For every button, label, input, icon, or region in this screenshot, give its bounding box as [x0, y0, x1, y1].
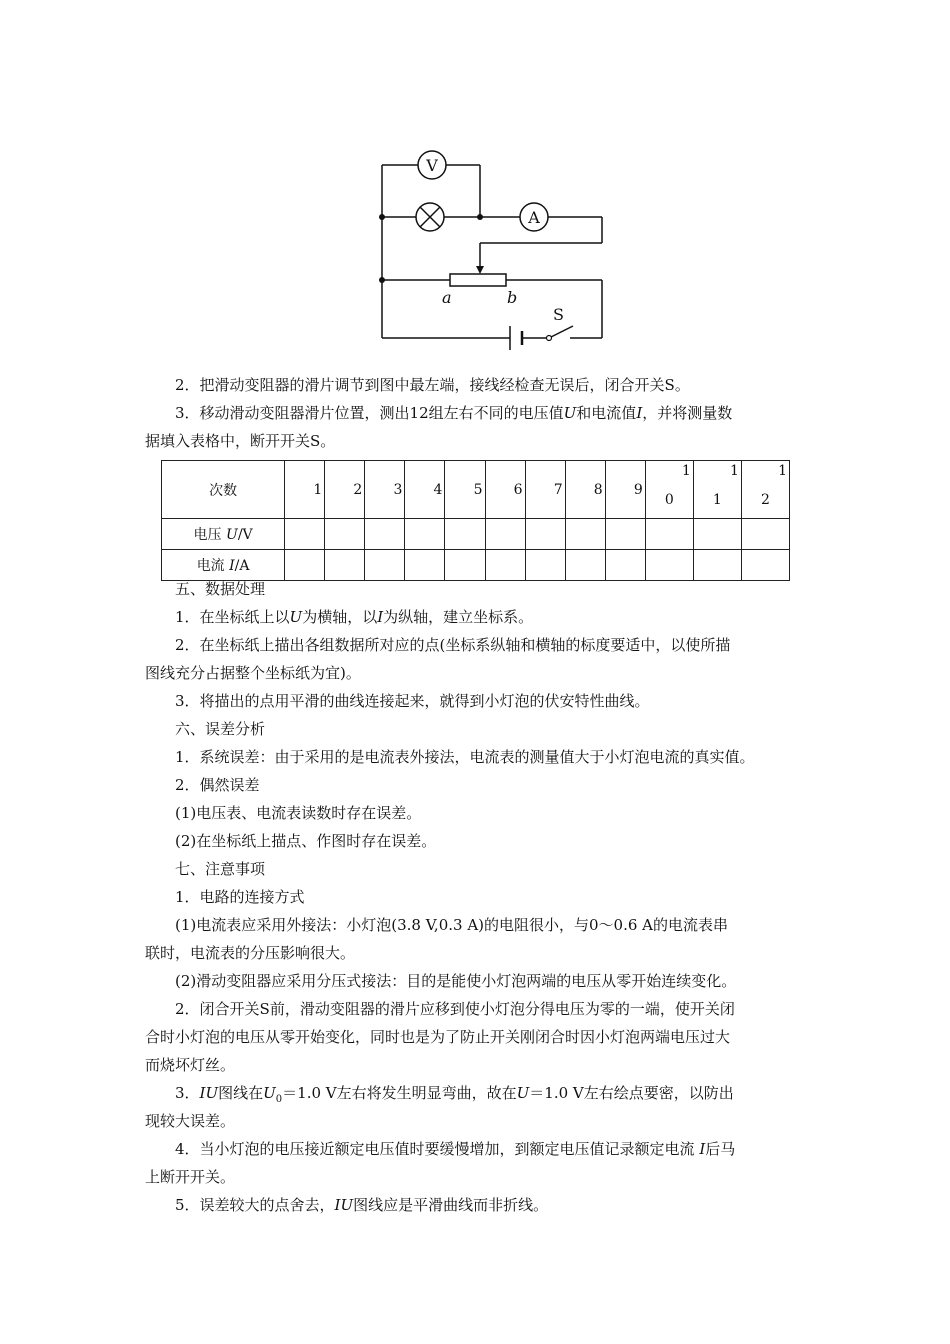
- col-header: 1 0: [645, 461, 693, 519]
- section-5-item-2-line2: 图线充分占据整个坐标纸为宜)。: [145, 664, 361, 682]
- step-2: 2．把滑动变阻器的滑片调节到图中最左端，接线经检查无误后，闭合开关S。: [175, 376, 690, 394]
- voltmeter-symbol: [418, 151, 446, 179]
- section-7-item-5: 5．误差较大的点舍去，IU图线应是平滑曲线而非折线。: [175, 1196, 549, 1214]
- section-7-item-4-line2: 上断开开关。: [145, 1168, 236, 1186]
- col-header: 1 1: [693, 461, 741, 519]
- section-5-item-1: 1．在坐标纸上以U为横轴，以I为纵轴，建立坐标系。: [175, 608, 534, 626]
- circuit-diagram: [370, 140, 620, 355]
- section-7-item-1a-line2: 联时，电流表的分压影响很大。: [145, 944, 356, 962]
- table-header-label: 次数: [162, 461, 285, 519]
- col-header: 2: [325, 461, 365, 519]
- col-header: 6: [485, 461, 525, 519]
- switch-label: S: [553, 305, 564, 324]
- switch-symbol: [547, 305, 574, 341]
- section-7-title: 七、注意事项: [175, 860, 266, 878]
- table-header-row: [162, 461, 790, 519]
- section-6-item-2: 2．偶然误差: [175, 776, 260, 794]
- step-3: 3．移动滑动变阻器滑片位置，测出12组左右不同的电压值U和电流值I，并将测量数: [175, 404, 733, 422]
- voltmeter-label: V: [426, 156, 438, 175]
- section-7-item-2-line2: 合时小灯泡的电压从零开始变化，同时也是为了防止开关刚闭合时因小灯泡两端电压过大: [145, 1028, 731, 1046]
- table-row-current: [162, 550, 790, 581]
- section-7-item-1: 1．电路的连接方式: [175, 888, 305, 906]
- col-header: 5: [445, 461, 485, 519]
- row-label-current: 电流 I/A: [162, 550, 285, 581]
- col-header: 9: [605, 461, 645, 519]
- section-7-item-3-line2: 现较大误差。: [145, 1112, 236, 1130]
- col-header: 4: [405, 461, 445, 519]
- section-7-item-1a: (1)电流表应采用外接法：小灯泡(3.8 V,0.3 A)的电阻很小，与0～0.6 A的电流表串: [175, 916, 729, 934]
- section-5-title: 五、数据处理: [175, 580, 266, 598]
- section-7-item-2-line3: 而烧坏灯丝。: [145, 1056, 236, 1074]
- section-7-item-1b: (2)滑动变阻器应采用分压式接法：目的是能使小灯泡两端的电压从零开始连续变化。: [175, 972, 737, 990]
- section-6-item-2a: (1)电压表、电流表读数时存在误差。: [175, 804, 422, 822]
- row-label-voltage: 电压 U/V: [162, 519, 285, 550]
- rheostat-end-a: a: [442, 288, 452, 307]
- table-row-voltage: [162, 519, 790, 550]
- section-7-item-2: 2．闭合开关S前，滑动变阻器的滑片应移到使小灯泡分得电压为零的一端，使开关闭: [175, 1000, 735, 1018]
- col-header: 8: [565, 461, 605, 519]
- step-3-line2: 据填入表格中，断开开关S。: [145, 432, 336, 450]
- section-6-title: 六、误差分析: [175, 720, 266, 738]
- section-7-item-4: 4．当小灯泡的电压接近额定电压值时要缓慢增加，到额定电压值记录额定电流 I后马: [175, 1140, 736, 1158]
- col-header: 7: [525, 461, 565, 519]
- ammeter-label: A: [528, 208, 540, 227]
- col-header: 1 2: [741, 461, 789, 519]
- section-5-item-3: 3．将描出的点用平滑的曲线连接起来，就得到小灯泡的伏安特性曲线。: [175, 692, 650, 710]
- section-5-item-2: 2．在坐标纸上描出各组数据所对应的点(坐标系纵轴和横轴的标度要适中，以使所描: [175, 636, 731, 654]
- rheostat-end-b: b: [507, 288, 518, 307]
- rheostat-symbol: [450, 266, 506, 286]
- col-header: 1: [285, 461, 325, 519]
- section-6-item-1: 1．系统误差：由于采用的是电流表外接法，电流表的测量值大于小灯泡电流的真实值。: [175, 748, 755, 766]
- section-6-item-2b: (2)在坐标纸上描点、作图时存在误差。: [175, 832, 437, 850]
- ammeter-symbol: [520, 203, 548, 231]
- section-7-item-3: 3．IU图线在$U_0=1.0$ V左右将发生明显弯曲，故在U＝1.0 V左右绘点要密，以防出: [175, 1084, 734, 1105]
- col-header: 3: [365, 461, 405, 519]
- lamp-symbol: [416, 203, 444, 231]
- measurement-table: [161, 460, 790, 581]
- battery-symbol: [510, 326, 522, 350]
